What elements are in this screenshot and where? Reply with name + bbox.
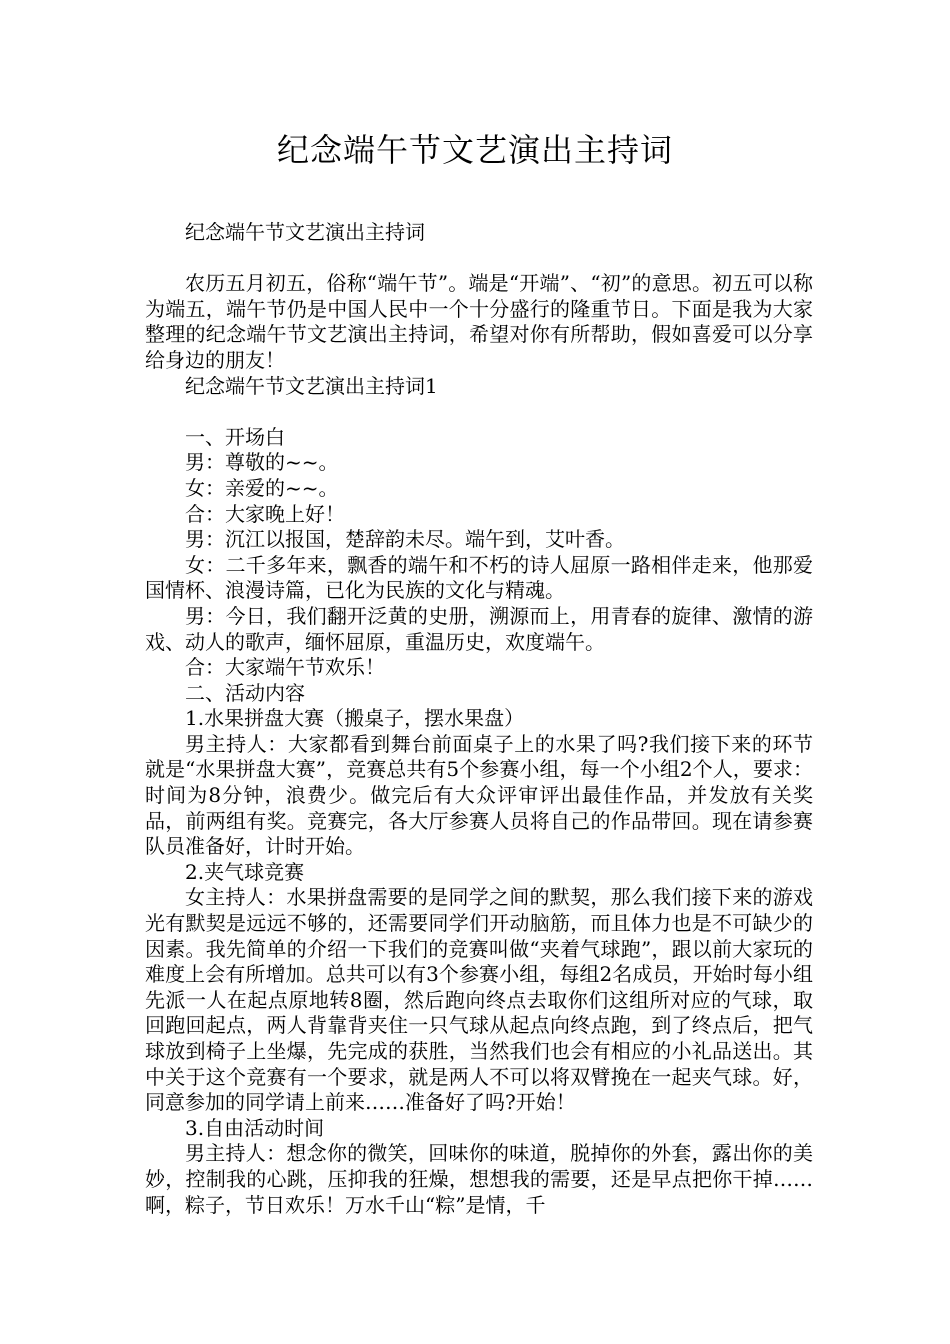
body-paragraph: 女主持人：水果拼盘需要的是同学之间的默契，那么我们接下来的游戏光有默契是远远不够的，还需要同学们开动脑筋，而且体力也是不可缺少的因素。我先简单的介绍一下我们的竞赛叫做“夹着气球跑”，跟以前大家玩的难度上会有所增加。总共可以有3个参赛小组，每组2名成员，开始时每小组先派一人在起点原地转8圈，然后跑向终点去取你们这组所对应的气球，取回跑回起点，两人背靠背夹住一只气球从起点向终点跑，到了终点后，把气球放到椅子上坐爆，先完成的获胜，当然我们也会有相应的小礼品送出。其中关于这个竞赛有一个要求，就是两人不可以将双臂挽在一起夹气球。好，同意参加的同学请上前来……准备好了吗?开始！ bbox=[145, 885, 813, 1115]
body-paragraph: 男：尊敬的~~。 bbox=[185, 450, 339, 475]
body-paragraph: 男主持人：想念你的微笑，回味你的味道，脱掉你的外套，露出你的美妙，控制我的心跳，压抑我的狂燥，想想我的需要，还是早点把你干掉……啊，粽子，节日欢乐！万水千山“粽”是情，千 bbox=[145, 1141, 813, 1217]
document-body bbox=[145, 220, 813, 1218]
body-paragraph: 3.自由活动时间 bbox=[185, 1115, 325, 1140]
body-paragraph: 合：大家晚上好！ bbox=[185, 501, 345, 526]
body-paragraph: 2.夹气球竞赛 bbox=[185, 859, 305, 884]
document-title: 纪念端午节文艺演出主持词 bbox=[276, 131, 673, 169]
body-paragraph: 一、开场白 bbox=[185, 424, 285, 449]
body-paragraph: 男主持人：大家都看到舞台前面桌子上的水果了吗?我们接下来的环节就是“水果拼盘大赛”，竞赛总共有5个参赛小组，每一个小组2个人，要求：时间为8分钟，浪费少。做完后有大众评审评出最佳作品，并发放有关奖品，前两组有奖。竞赛完，各大厅参赛人员将自己的作品带回。现在请参赛队员准备好，计时开始。 bbox=[145, 731, 813, 859]
body-paragraph: 男：今日，我们翻开泛黄的史册，溯源而上，用青春的旋律、激情的游戏、动人的歌声，缅怀屈原，重温历史，欢度端午。 bbox=[145, 603, 813, 654]
body-paragraph: 纪念端午节文艺演出主持词1 bbox=[185, 373, 438, 398]
paragraph-spacer bbox=[145, 246, 813, 272]
body-paragraph: 二、活动内容 bbox=[185, 680, 305, 705]
paragraph-spacer bbox=[145, 399, 813, 425]
body-paragraph: 合：大家端午节欢乐！ bbox=[185, 655, 385, 680]
body-paragraph: 男：沉江以报国，楚辞韵未尽。端午到，艾叶香。 bbox=[185, 527, 625, 552]
body-paragraph: 1.水果拼盘大赛（搬桌子，摆水果盘） bbox=[185, 706, 525, 731]
body-paragraph: 女：亲爱的~~。 bbox=[185, 475, 339, 500]
body-paragraph: 女：二千多年来，飘香的端午和不朽的诗人屈原一路相伴走来，他那爱国情杯、浪漫诗篇，已化为民族的文化与精魂。 bbox=[145, 552, 813, 603]
body-paragraph: 农历五月初五，俗称“端午节”。端是“开端”、“初”的意思。初五可以称为端五，端午节仍是中国人民中一个十分盛行的隆重节日。下面是我为大家整理的纪念端午节文艺演出主持词，希望对你有所帮助，假如喜爱可以分享给身边的朋友！ bbox=[145, 271, 813, 372]
body-paragraph: 纪念端午节文艺演出主持词 bbox=[185, 220, 425, 244]
